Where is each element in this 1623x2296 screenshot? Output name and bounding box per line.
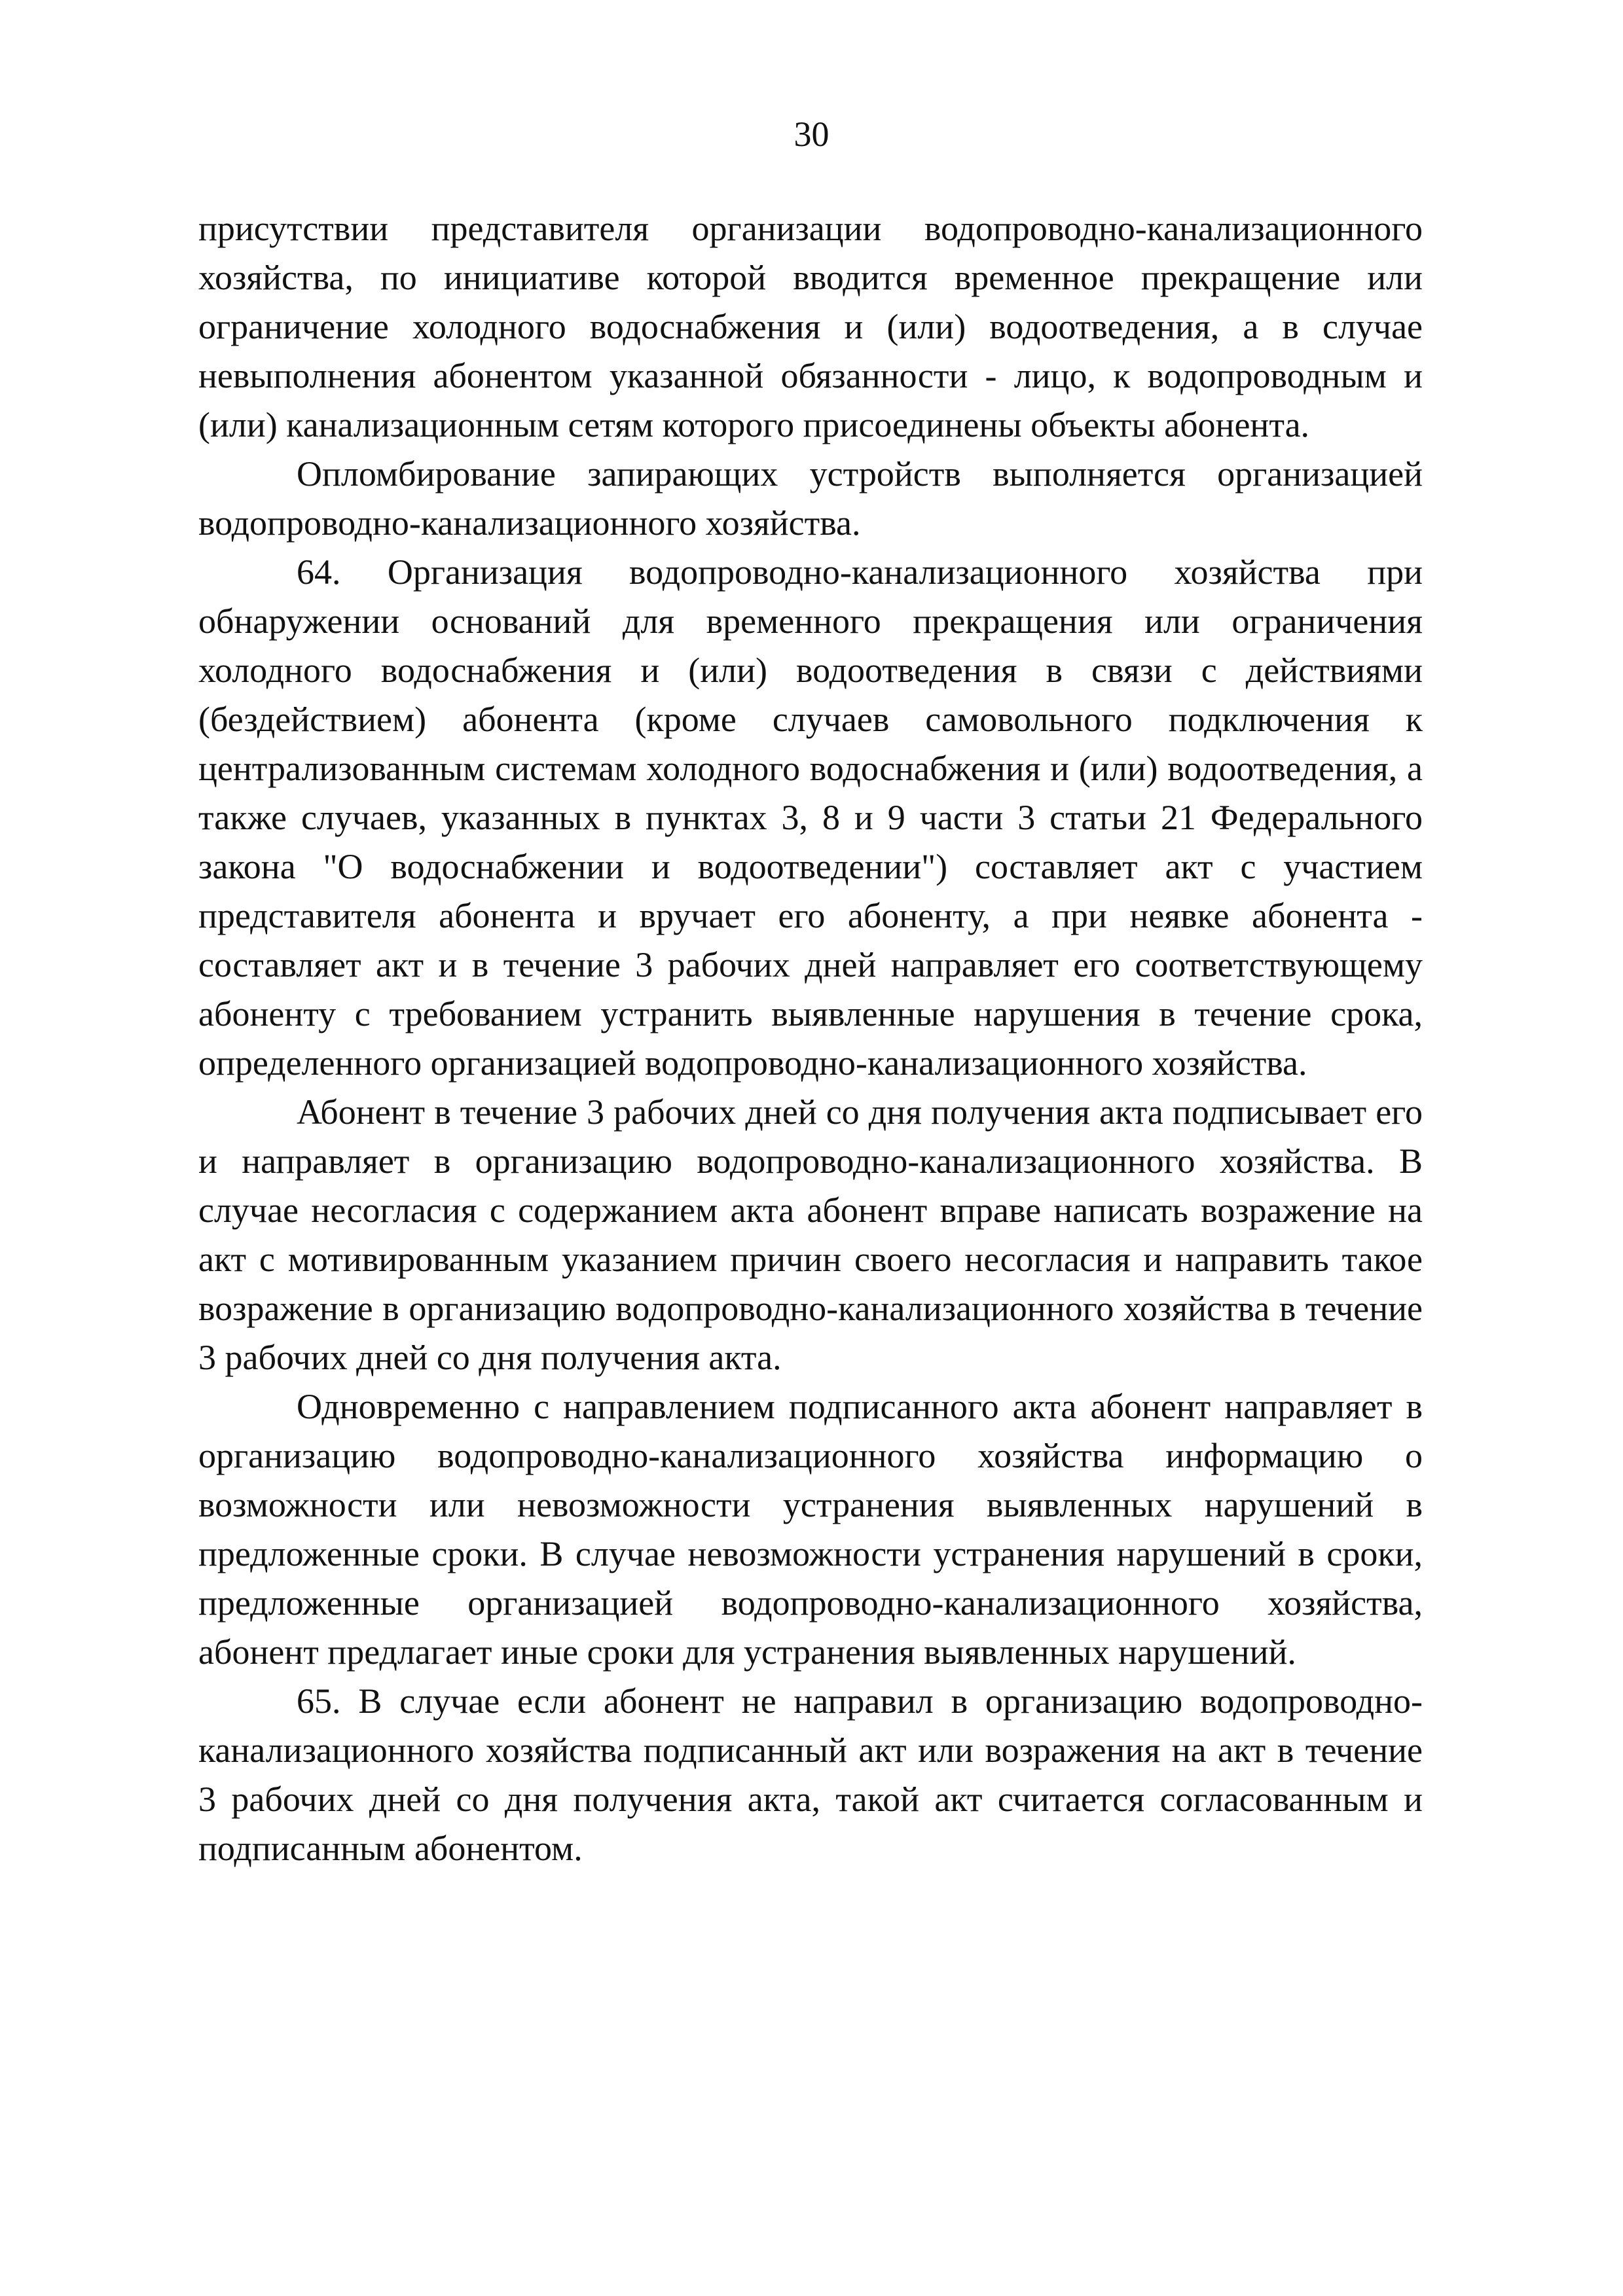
paragraph-continuation: присутствии представителя организации водопроводно-канализационного хозяйства, по инициативе которой вводится временное прекращение или ограничение холодного водоснабжения и (или) водоотведения, а в случае невыполнения абонентом указанной обязанности - лицо, к водопроводным и (или) канализационным сетям которого присоединены объекты абонента. <box>198 209 1423 444</box>
document-body <box>198 204 1423 1873</box>
paragraph-subscriber-signing: Абонент в течение 3 рабочих дней со дня получения акта подписывает его и направляет в организацию водопроводно-канализационного хозяйства. В случае несогласия с содержанием акта абонент вправе написать возражение на акт с мотивированным указанием причин своего несогласия и направить такое возражение в организацию водопроводно-канализационного хозяйства в течение 3 рабочих дней со дня получения акта. <box>198 1092 1423 1377</box>
paragraph-simultaneous-info: Одновременно с направлением подписанного акта абонент направляет в организацию водопроводно-канализационного хозяйства информацию о возможности или невозможности устранения выявленных нарушений в предложенные сроки. В случае невозможности устранения нарушений в сроки, предложенные организацией водопроводно-канализационного хозяйства, абонент предлагает иные сроки для устранения выявленных нарушений. <box>198 1387 1423 1672</box>
paragraph-clause-65: 65. В случае если абонент не направил в организацию водопроводно-канализационного хозяйства подписанный акт или возражения на акт в течение 3 рабочих дней со дня получения акта, такой акт считается согласованным и подписанным абонентом. <box>198 1681 1423 1868</box>
paragraph-sealing: Опломбирование запирающих устройств выполняется организацией водопроводно-канализационного хозяйства. <box>198 454 1423 543</box>
page-number: 30 <box>793 115 830 154</box>
paragraph-clause-64: 64. Организация водопроводно-канализационного хозяйства при обнаружении оснований для временного прекращения или ограничения холодного водоснабжения и (или) водоотведения в связи с действиями (бездействием) абонента (кроме случаев самовольного подключения к централизованным системам холодного водоснабжения и (или) водоотведения, а также случаев, указанных в пунктах 3, 8 и 9 части 3 статьи 21 Федерального закона "О водоснабжении и водоотведении") составляет акт с участием представителя абонента и вручает его абоненту, а при неявке абонента - составляет акт и в течение 3 рабочих дней направляет его соответствующему абоненту с требованием устранить выявленные нарушения в течение срока, определенного организацией водопроводно-канализационного хозяйства. <box>198 552 1423 1083</box>
